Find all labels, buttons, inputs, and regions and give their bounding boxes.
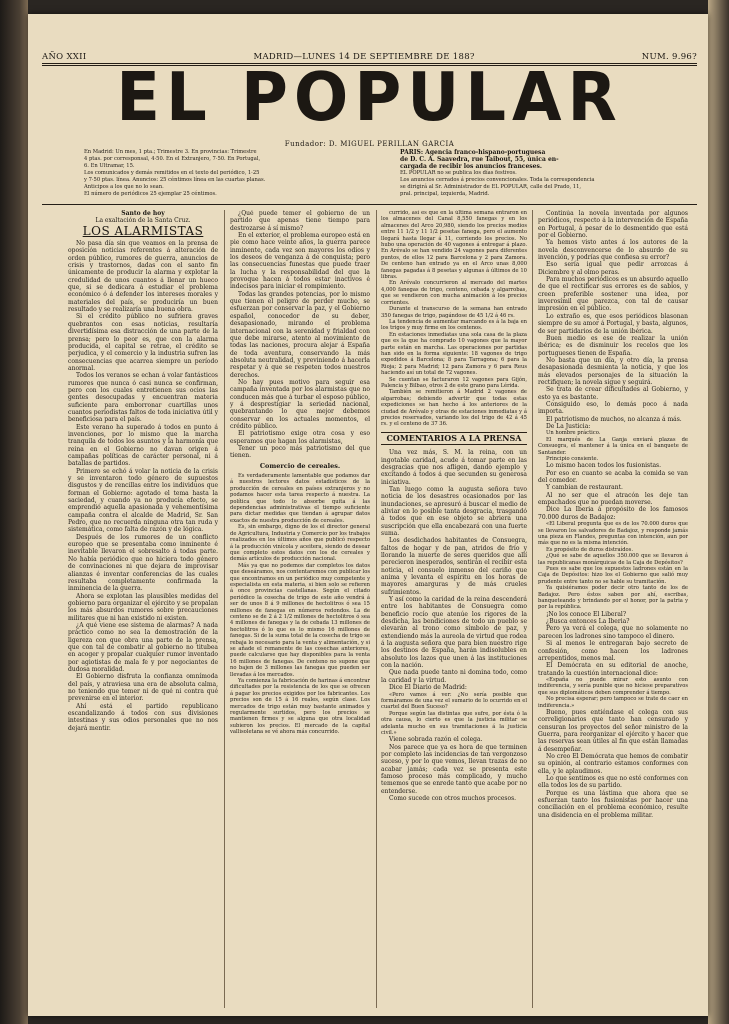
article-paragraph: «Pero vamos á ver: ¿No sería posible que formáramos de una vez el sumario de lo ocurrido en el cuartel del Buen Suceso? bbox=[381, 691, 527, 711]
article-paragraph: Todos los veranos se echan á volar fantásticos rumores que nunca ó casi nunca se confirman, pero con los cuales entretienen sus ocios las gentes desocupadas y encuentran materia suficiente para emborronar cuartillas unos cuantos periodistas faltos de toda iniciativa útil y beneficiosa para el país. bbox=[68, 372, 218, 424]
header-rule-bottom bbox=[42, 204, 697, 205]
article-paragraph: Este verano ha superado á todos en punto á invenciones, por lo mismo que la marcha tranquila de todos los asuntos y la harmonía que reina en el Gobierno no davan origen á campañas políticas de carácter personal, ni á batallas de partidos. bbox=[68, 423, 218, 468]
article-paragraph: Porque según las distintas que sufre, por ésta ó la otra causa, lo cierto es que la justicia militar se adelanta mucho en sus tramitaciones á la justicia civil.» bbox=[381, 710, 527, 736]
article-paragraph: El patriotismo exige otra cosa y eso esperamos que hagan los alarmistas, bbox=[230, 430, 370, 445]
article-paragraph: Si el crédito público no sufriera graves quebrantos con esas noticias, resultaría divertidísima esa distracción de una parte de la prensa; pero lo peor es, que con la alarma producida, el capital se retrae, el crédito se perjudica, y el comercio y la industria sufren las consecuencias que acarrea siempre un período anormal. bbox=[68, 313, 218, 372]
article-paragraph: ¿Qué puede temer el gobierno de un partido que apenas tiene tiempo para destrozarse á sí mismo? bbox=[230, 210, 370, 232]
article-paragraph: El Demócrata en su editorial de anoche, tratando la cuestión internacional dice: bbox=[538, 662, 688, 677]
book-spine bbox=[0, 0, 28, 1024]
article-paragraph: Y así como la caridad de la reina descenderá entre los habitantes de Consuegra como beneficio rocío que atenúe los rigores de la desdicha, las bendiciones de todo un pueblo se elevarán al trono como símbolo de paz, y extendiendo más la aureola de virtud que rodea á la augusta señora que para bien nuestro rige los destinos de España, harán indisolubles en absoluto los lazos que unen á las instituciones con la nación. bbox=[381, 596, 527, 670]
saint-title: Santo de hoy bbox=[121, 210, 165, 217]
article-paragraph: ¡No los conoce El Liberal? bbox=[546, 610, 627, 618]
article-paragraph: Una vez más, S. M. la reina, con un ingotable caridad, acude á tomar parte en las desgracias que nos afligen, dando ejemplo y excitando á todos á que secunden su generosa iniciativa. bbox=[381, 449, 527, 486]
article-paragraph: Continúa la novela inventada por algunos periódicos, respecto á la intervención de España en Portugal, á pesar de lo desmentido que está por el Gobierno. bbox=[538, 210, 688, 240]
article-paragraph: Durante el transcurso de la semana han entrado 350 fanegas de trigo, pagándose de 45 1/2 á 46 rs. bbox=[381, 306, 527, 319]
section-heading: COMENTARIOS A LA PRENSA bbox=[381, 432, 527, 445]
article-paragraph: «El Liberal pregunta que es de los 70.000 duros que se llevaron los salvadores de Badajoz, y responde jamás una pieza en Flandes, preguntas con intención, aun por más que no es la misma intención. bbox=[538, 521, 688, 547]
article-paragraph: El Gobierno disfruta la confianza omnímoda del país, y atraviesa una era de absoluta calma, no teniendo que temer ni de qué ni contra qué prevenirse en el interior. bbox=[68, 673, 218, 703]
article-paragraph: Como sucede con otros muchos procesos. bbox=[389, 795, 517, 803]
article-paragraph: Pero ya verá el colega, que no solamente no parecen los ladrones sino tampoco el dinero. bbox=[538, 625, 688, 640]
article-paragraph: En el exterior, el problema europeo está en pie como hace veinte años, la guerra parece inminente, cada vez son mayores los odios y los deseos de venganza á de conquista; pero las consecuencias funestas que puede traer la lucha y la responsabilidad del que la provoque hacen á todos estar inactivos é indecisos para iniciar el rompimiento. bbox=[230, 232, 370, 291]
article-paragraph: Después de los rumores de un conflicto europeo que se presentaba como inminente é inevitable llevaron el sobresalto á todas parte. No había periódico que no hiciera todo género de convinaciones ni que dejara de improvisar alianzas é inventar conferencias de las cuales resultaba completamente confirmada la inminencia de la guerra. bbox=[68, 533, 218, 593]
column-4 bbox=[538, 210, 688, 1010]
saint-text: La exaltación de la Santa Cruz. bbox=[95, 217, 191, 225]
article-paragraph: Es verdaderamente lamentable que podamos dar á nuestros lectores datos estadísticos de la producción de cereales en países extranjeros y no podamos hacer esta tarea respecto á nuestra. La política que todo lo absorbe quita á las dependencias administrativas el tiempo suficiente para dictar medidas que tiendan á agrupar datos exactos de nuestra producción de cereales. bbox=[230, 473, 370, 524]
article-paragraph: También se remitieron á Madrid 2 vagones de algarrobas; debiendo advertir que todas estas expediciones se han hecho á los anteriores de la ciudad de Arévalo y otras de estaciones inmediatas y á precios reservados, variando los del trigo de 42 á 45 rs. y el centeno de 37 36. bbox=[381, 389, 527, 428]
article-paragraph: El marqués de La Ganja enviará plazas de Consuegra, el mantener á la única en el banquete de Santander. bbox=[538, 436, 688, 456]
article-paragraph: No pasa día sin que veamos en la prensa de oposición noticias referentes á alteración de orden público, rumores de guerra, anuncios de crisis y trastornos, dadas con el santo fin únicamente de producir la alarma y explotar la credulidad de unos cuantos á llenar un hueco que, si se dedicara á estudiar el problema económico ó á defender los intereses morales y materiales del país, se produciría un buen resultado y se realizaría una buena obra. bbox=[68, 240, 218, 314]
article-paragraph: Se cuentan se facturaron 12 vagones para Gijón, Palencia y Bilbao, otros 2 de este grano para Lérida. bbox=[381, 376, 527, 389]
column-1 bbox=[68, 210, 218, 1010]
article-paragraph: Buen medio es ese de realizar la unión ibérica; es de disminuir los recelos que los portugueses tienen de España. bbox=[538, 334, 688, 357]
article-paragraph: Si al menos le entregaran bajo secreto de confesión, como hacen los ladrones arrepentidos, menos mal. bbox=[538, 640, 688, 662]
article-paragraph: Bueno, pues entiéndase el colega con sus correligionarios que tanto han censurado y censuran los proyectos del señor ministro de la Guerra, para reorganizar el ejército y hacer que las reservas sean útiles al fin que están llamadas á desempeñar. bbox=[538, 708, 688, 753]
article-paragraph: ¿Qué se sabe de aquellos 350.000 que se llevaron á las republicanas monárquicas de la Caja de Depósitos? bbox=[538, 553, 688, 566]
article-paragraph: Primero se echó á volar la noticia de la crisis y se inventaron todo género de supuestos disgustos y de rencillas entre los individuos que forman el Gobierno: agotado el tema hasta la saciedad, y cuando ya no producía efecto, se emprendió aquella apasionada y vehementísima campaña contra el alcalde de Madrid, Sr. San Pedro, que no recuerda ninguna otra tan ruda y sistemática, como falta de razón y de lógica. bbox=[68, 467, 218, 534]
article-paragraph: Para muchos periódicos es un absurdo aquello de que el rectificar sus errores es de sabios, y creen preferible sostener una idea, por inverosímil que parezca, con tal de causar impresión en el público. bbox=[538, 276, 688, 313]
article-paragraph: Por eso en cuanto se acaba la comida se van del comedor. bbox=[538, 469, 688, 485]
article-paragraph: Un hombre práctico. bbox=[546, 430, 601, 437]
article-paragraph: Nos parece que ya es hora de que terminen por completo las incidencias de tan vergonzoso suceso, y por lo que vemos, llevan trazas de no acabar jamás; cada vez se presenta este famoso proceso más complicado, y mucho tememos que se enrede tanto que acabe por no entenderse. bbox=[381, 743, 527, 795]
article-paragraph: Eso sería igual que pedir arrozcas á Diciembre y al olmo peras. bbox=[538, 261, 688, 276]
article-paragraph: Todas las grandes potencias, por lo mismo que tienen el peligro de perder mucho, se esfuerzan por conservar la paz, y el Gobierno español, conocedor de su deber, desapasionado, mirando el problema internacional con la serenidad y frialdad con que debe mirarse, atento al movimiento de todas las naciones, procura alejar á España de toda aventura, conservando la más absoluta neutralidad, y previniendo á hacerla respetar y á que se respeten todos nuestros derechos. bbox=[230, 290, 370, 379]
article-paragraph: Que nada puede tanto ni domina todo, como la caridad y la virtud. bbox=[381, 669, 527, 684]
masthead-title: EL POPULAR bbox=[116, 59, 623, 137]
article-paragraph: Ya hemos visto antes á los autores de la novela desconvencerse de lo absurdo de su invención, y podrías que confiesa su error? bbox=[538, 239, 688, 262]
article-headline: LOS ALARMISTAS bbox=[82, 223, 204, 238]
article-paragraph: ¿A qué viene ese sistema de alarmas? A nada práctico como no sea la demostración de la ligereza con que obra una parte de la prensa, que con tal de combatir al gobierno no titubea en acoger y propalar cualquier rumor inventado por agiotistas de mala fe y por negociantes de dudosa moralidad. bbox=[68, 621, 218, 673]
article-paragraph: Viene sobrada razón el colega. bbox=[389, 736, 483, 744]
article-paragraph: Dice La Iberia á propósito de los famosos 70.000 duros de Badajoz: bbox=[538, 506, 688, 521]
article-paragraph: Y cambian de restaurant. bbox=[546, 484, 623, 492]
article-paragraph: La tendencia de aumentar marcando es á la baja en los trigos y muy firme en los centenos. bbox=[381, 318, 527, 332]
section-title: Comercio de cereales. bbox=[259, 461, 341, 470]
article-paragraph: Lo que sentimos es que no esté conformes con ella todos los de su partido. bbox=[538, 775, 688, 790]
article-paragraph: Se trata de crear dificultades al Gobierno, y esto ya es bastante. bbox=[538, 386, 688, 401]
article-paragraph: No basta que un día, y otro día, la prensa desapasionada desmienta la noticia, y que los más elevados personajes de la situación la rectifiquen; la novela sigue y seguirá. bbox=[538, 356, 688, 386]
article-paragraph: En estaciones inmediatas una sola casa de la plaza que es la que ha comprado 10 vagones que la mayor parte están en marcha. Las operaciones por partidas han sido en la forma siguiente: 18 vagones de trigo expedidos á Barcelona; 8 para Tarragona; 6 para la Rioja; 2 para Madrid; 12 para Zamora y 6 para Reus haciendo así un total de 72 vagones. bbox=[381, 331, 527, 377]
column-3 bbox=[381, 210, 527, 1010]
article-paragraph: Es, sin embargo, digno de los el director general de Agricultura, Industria y Comercio por los trabajos realizados en los últimos años que publicó respecto á la producción vinícola y aceitera, siendo de desear que completo estos datos con los de cereales y demás artículos de producción nacional. bbox=[230, 524, 370, 563]
article-paragraph: Consiguido eso, lo demás poco á nada importa. bbox=[538, 400, 688, 416]
article-paragraph: Ahí está el partido republicano escandalizando á todos con sus divisiones intestinas y sus odios personales que no nos dejará mentir. bbox=[68, 702, 218, 732]
article-paragraph: No hay pues motivo para seguir esa campaña inventada por los alarmistas que no conducen más que á turbar el esposo público, y á desprestigiar la seriedad nacional, quebrantando lo que mejor debemos conservar en los actuales momentos, el crédito público. bbox=[230, 378, 370, 430]
article-paragraph: Ahora se explotan las plausibles medidas del gobierno para organizar el ejército y se propalan los más absurdos rumores sobre precauciones militares que ni han existido ni existen. bbox=[68, 592, 218, 622]
article-paragraph: Más ya que no podemos dar completos los datos que deseáramos, nos contentaremos con publicar los que encontramos en un periódico muy competente y especialista en esta materia, si bien solo se refieren á once provincias castellanas. Según el citado periódico la cosecha de trigo de este año vendrá á ser de unos 8 á 9 millones de hectolitros ó sea 15 millones de fanegas en números redondos. La de centeno se de 2 á 2 1/2 millones de hectolitros ó sea 4 millones de fanegas y la de cebada 13 millones de hectolitros ó lo que es lo mismo 16 millones de fanegas. Si de la suma total de la cosecha de trigo se rebaja lo necesario para la venta y alimentación, y si se añade el remanente de las cosechas anteriores, puede calcularse que hay disponibles para la venta 16 millones de fanegas. De centeno no supone que no bajen de 3 millones las fanegas que pueden ser llevadas á los mercados. bbox=[230, 562, 370, 678]
article-paragraph: Lo mismo hacen todos los fusionistas. bbox=[546, 462, 662, 470]
article-paragraph: No creo El Demócrata que hemos de combatir su opinión, al contrario estamos conformes con ella, y le aplaudimos. bbox=[538, 752, 688, 775]
article-paragraph: Ya quisiéramos poder decir otro tanto de los de Badajoz. Pero éstos saben por ahí, escribas, banqueteando y brindando por el honor, por la patria y por la república. bbox=[538, 585, 688, 611]
article-paragraph: Es propósito de duros distraídos. bbox=[546, 546, 633, 553]
newspaper-page bbox=[28, 14, 708, 1016]
article-paragraph: Al no ser que el atracón les deje tan empachados que no puedan moverse. bbox=[538, 491, 688, 507]
article-paragraph: Pues es sabe que los supuestos ladrones están en la Caja de Depósitos: hizo los el Gobierno que salió muy prudente entre tanto no se hable su tramitación. bbox=[538, 565, 688, 585]
article-paragraph: ¿Busca entonces La Iberia? bbox=[546, 618, 630, 626]
column-2 bbox=[230, 210, 370, 1010]
article-paragraph: El patriotismo de muchos, no alcanza á más. bbox=[546, 415, 682, 423]
column-separator bbox=[224, 210, 225, 1008]
article-paragraph: Tener un poco más patriotismo del que tienen. bbox=[230, 445, 370, 460]
article-paragraph: En Arévalo concurrieron al mercado del martes 4,000 fanegas de trigo, centeno, cebada y algarrobas, que se vendieron con mucha animación á los precios corrientes. bbox=[381, 280, 527, 306]
founder-line: Fundador: D. MIGUEL PERILLAN GARCIA bbox=[284, 140, 455, 148]
column-separator bbox=[532, 210, 533, 1008]
article-paragraph: Dice El Diario de Madrid: bbox=[389, 684, 467, 692]
year-label: AÑO XXII bbox=[42, 52, 87, 62]
article-paragraph: Tan luego como la augusta señora tuvo noticia de los desastres ocasionados por las inundaciones, se apresuró á buscar el medio de aliviar en lo posible tanta desgracia, trasgandó á todos que en ese objeto se abriera una suscripción que ella encabezará con una fuerte suma. bbox=[381, 485, 527, 537]
article-paragraph: De La Justicia: bbox=[546, 422, 591, 430]
page-edge bbox=[708, 0, 729, 1024]
article-paragraph: Principio consiente. bbox=[546, 455, 599, 462]
article-paragraph: currido, así es que en la última semana entraron en los almacenes del Canal 8,550 fanegas y en los almacenes del Arco 20,980, siendo los precios medios entre 11 1/2 y 11 1/2 pesetas fanega, pero el aumento llegará hasta llegar á 11, corriendo los precios. No hubo una operación de 40 vagones á entregar á plazo. En Arévalo se han vendido 24 vagones para diferentes puntos, de ellos 12 para Barcelona y 2 para Zamora. De centeno han entrado ya en el Arco unas 8,000 fanegas pagadas á 8 pesetas y algunas á últimos de 10 libras. bbox=[381, 210, 527, 281]
article-paragraph: Lo extraño es, que esos periódicos blasonan siempre de su amor á Portugal, y basta, algunos, de ser partidarios de la unión ibérica. bbox=[538, 312, 688, 335]
article-paragraph: Ya comienza la fabricación de harinas á encontrar dificultades por la resistencia de los que se ofrecen á pagar los precios exigidos por los fabricantes. Los precios son de 15 á 16 reales, según clase. Los mercados de trigo están muy bastante animados y regularmente surtidos, pero los precios se mantienen firmes y se alguna que otra localidad subieron los precios. El mercado de la capital vallisoletana se vé ahora más concurrido. bbox=[230, 678, 370, 736]
dateline: MADRID—LUNES 14 DE SEPTIEMBRE DE 188? bbox=[253, 52, 475, 62]
agency-info: PARIS: Agencia franco-hispano-portuguesa de D. C. A. Saavedra, rue Taibout, 55, única en- cargada de recibir los anuncios franceses. EL POPULAR no se publica los días festivos. Los anuncios cerrados á precios convencionales. Toda la correspondencia se dirigirá al Sr. Administrador de EL POPULAR, calle del Prado, 11, pral. principal, izquierda, Madrid. bbox=[400, 149, 595, 197]
issue-number: NUM. 9.96? bbox=[641, 52, 697, 62]
article-paragraph: «España no puede mirar esto asunto con indiferencia, y sería punible que no hiciese preparativos que sus diplomáticos deben comprender á tiempo. bbox=[538, 676, 688, 696]
article-paragraph: No precisa esperar; pero tampoco se trate de caer en indiferencia.» bbox=[538, 696, 688, 709]
article-paragraph: Los desdichados habitantes de Consuegra, faltos de hogar y de pan, atridos de frío y llorando la muerte de seres queridos que allí perecieron inesperados, sentirán el recibir esta noticia, el consuelo inmenso del cariño que anima y levanta el espíritu en los horas de mayores amarguras y de más crueles sufrimientos. bbox=[381, 537, 527, 596]
subscription-info: En Madrid: Un mes, 1 pta.; Trimestre 3. En provincias: Trimestre 4 ptas. por corresponsal, 4·50. En el Extranjero, 7·50. En Portugal, 6. En Ultramar, 15. Los comunicados y demás remitidos en el texto del periódico, 1·25 y 7·50 ptas. línea. Anuncios: 25 céntimos línea en las cuartas planas. Anticipos a los que no lo sean. El número de periódicos 25 ejemplar 25 céntimos. bbox=[84, 149, 266, 197]
article-paragraph: Porque es una lástima que ahora que se esfuerzan tanto los fusionistas por hacer una conciliación en el problema económico, resulte una disidencia en el problema militar. bbox=[538, 789, 688, 819]
column-separator bbox=[376, 210, 377, 1008]
